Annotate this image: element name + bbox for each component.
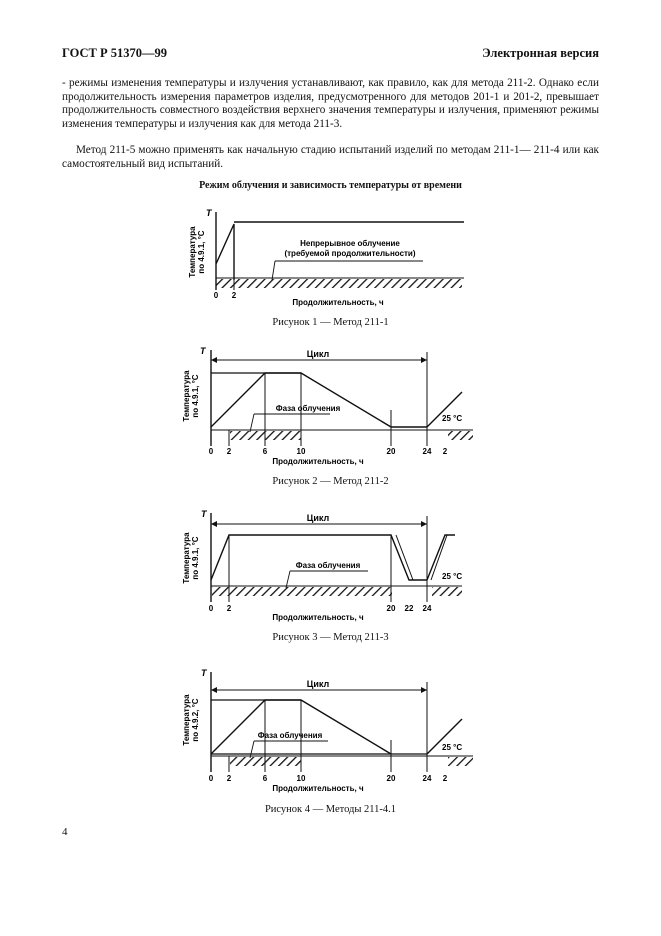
figure-4-diagram (0, 662, 661, 800)
tick-label: 0 (208, 604, 214, 613)
tick-label: 2 (231, 291, 237, 300)
y-axis-label-2: по 4.9.1, °С (197, 230, 206, 274)
x-axis-label: Продолжительность, ч (272, 613, 364, 622)
phase-label: Фаза облучения (295, 561, 361, 570)
temp-25-label: 25 °С (442, 572, 463, 581)
temperature-ramp (216, 224, 234, 280)
irradiation-hatch (230, 757, 301, 766)
phase-leader (286, 571, 290, 588)
paragraph-1: - режимы изменения температуры и излучения устанавливают, как правило, как для метода 211-2. Однако если продолжительность измерения параметров изделия, предусмотренного для методов 201-1 и 201-2, превышает продолжительность совместного воздействия верхнего значения температуры и излучения, применяют режимы изменения температуры и излучения как для метода 211-3. (62, 77, 599, 130)
figure-2-caption: Рисунок 2 — Метод 211-2 (272, 476, 389, 487)
t-axis-label: T (201, 668, 207, 678)
temp-25-label: 25 °С (442, 414, 463, 423)
x-axis-label: Продолжительность, ч (272, 457, 364, 466)
tick-label: 2 (442, 774, 448, 783)
t-axis-label: T (206, 208, 212, 218)
y-axis-label-2: по 4.9.1, °С (191, 374, 200, 418)
phase-label: Фаза облучения (257, 731, 323, 740)
tick-label: 24 (422, 604, 432, 613)
tick-label: 0 (213, 291, 219, 300)
tick-label: 0 (208, 774, 214, 783)
cycle-label: Цикл (306, 679, 330, 689)
y-axis-label-1: Температура (182, 532, 191, 584)
figure-1-caption: Рисунок 1 — Метод 211-1 (272, 317, 389, 328)
irradiation-hatch (230, 431, 301, 440)
tick-label: 2 (442, 447, 448, 456)
y-axis-label-1: Температура (188, 226, 197, 278)
tick-label: 20 (386, 604, 396, 613)
y-axis-label-1: Температура (182, 694, 191, 746)
t-axis-label: T (200, 346, 206, 356)
tick-label: 20 (386, 774, 396, 783)
tick-label: 10 (296, 774, 306, 783)
annotation-duration: (требуемой продолжительности) (284, 249, 416, 258)
figure-1-diagram (0, 200, 661, 312)
page-number: 4 (62, 826, 68, 838)
x-axis-label: Продолжительность, ч (292, 298, 384, 307)
figure-3-caption: Рисунок 3 — Метод 211-3 (272, 632, 389, 643)
irradiation-hatch (216, 279, 462, 288)
tick-label: 2 (226, 604, 232, 613)
annotation-leader (272, 261, 275, 280)
tick-label: 24 (422, 774, 432, 783)
tick-label: 20 (386, 447, 396, 456)
document-code: ГОСТ Р 51370—99 (62, 46, 168, 60)
version-label: Электронная версия (482, 46, 599, 60)
phase-leader (250, 741, 254, 758)
section-title: Режим облучения и зависимость температуры от времени (199, 180, 462, 191)
paragraph-2: Метод 211-5 можно применять как начальную стадию испытаний изделий по методам 211-1— 211-4 или как самостоятельный вид испытаний. (62, 144, 599, 170)
tick-label: 6 (262, 447, 268, 456)
y-axis-label-2: по 4.9.1, °С (191, 536, 200, 580)
cycle-arrow-right (421, 687, 427, 693)
cycle-arrow-left (211, 357, 217, 363)
irradiation-hatch (212, 587, 392, 596)
tick-label: 0 (208, 447, 214, 456)
y-axis-label-2: по 4.9.2, °С (191, 698, 200, 742)
phase-label: Фаза облучения (275, 404, 341, 413)
tick-label: 10 (296, 447, 306, 456)
cycle-arrow-left (211, 687, 217, 693)
cycle-arrow-right (421, 357, 427, 363)
phase-leader (250, 414, 254, 432)
tick-label: 24 (422, 447, 432, 456)
figure-2-diagram (0, 342, 661, 468)
cycle-label: Цикл (306, 349, 330, 359)
temp-25-label: 25 °С (442, 743, 463, 752)
x-axis-label: Продолжительность, ч (272, 784, 364, 793)
tick-label: 22 (404, 604, 414, 613)
tick-label: 2 (226, 447, 232, 456)
cycle-label: Цикл (306, 513, 330, 523)
irradiation-hatch-next (432, 587, 462, 596)
irradiation-hatch-next (448, 431, 473, 440)
t-axis-label: T (201, 509, 207, 519)
cycle-arrow-right (421, 521, 427, 527)
temperature-fall-inner (396, 535, 413, 580)
tick-label: 2 (226, 774, 232, 783)
temperature-profile (211, 535, 427, 580)
figure-4-caption: Рисунок 4 — Методы 211-4.1 (264, 804, 397, 815)
cycle-arrow-left (211, 521, 217, 527)
figure-3-diagram (0, 505, 661, 625)
y-axis-label-1: Температура (182, 370, 191, 422)
tick-label: 6 (262, 774, 268, 783)
irradiation-hatch-next (448, 757, 473, 766)
annotation-continuous: Непрерывное облучение (300, 239, 400, 248)
